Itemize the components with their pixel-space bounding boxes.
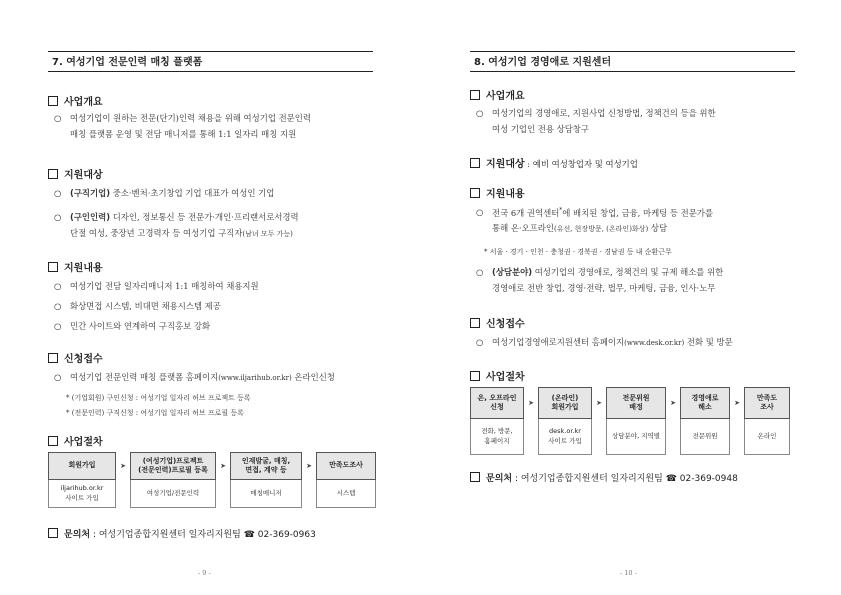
process-step: 만족도조사 시스템 xyxy=(316,452,376,508)
process-step: 회원가입 iljarihub.or.kr 사이트 가입 xyxy=(48,452,116,508)
checkbox-square-icon xyxy=(48,353,58,363)
overview-text: ○ 여성기업의 경영애로, 지원사업 신청방법, 정책건의 등을 위한 여성 기업인 전용 상담창구 xyxy=(476,108,716,134)
content-note: * 서울 · 경기 · 인천 · 충청권 · 경북권 · 경남권 등 내 순환근무 xyxy=(484,248,672,256)
arrow-right-icon: ➤ xyxy=(220,462,226,470)
content-item-2: ○ (상담분야) 여성기업의 경영애로, 정책건의 및 규제 해소를 위한 경영애로 전반 창업, 경영·전략, 법무, 마케팅, 금융, 인사·노무 xyxy=(476,267,724,293)
apply-note-2: * (전문인력) 구직신청 : 여성기업 일자리 허브 프로필 등록 xyxy=(66,409,244,417)
heading-apply: 신청접수 xyxy=(48,350,103,365)
heading-process: 사업절차 xyxy=(470,368,525,383)
process-step: (여성기업)프로젝트 (전문인력)프로필 등록 여성기업/전문인력 xyxy=(130,452,216,508)
process-step: 만족도 조사 온라인 xyxy=(744,387,790,455)
page-right xyxy=(470,0,795,595)
target-item-1: ○ (구직기업) 중소·벤처·초기창업 기업 대표가 여성인 기업 xyxy=(54,188,275,198)
heading-target: 지원대상 xyxy=(48,166,103,181)
phone-icon: ☎ xyxy=(243,530,255,540)
target-item-2: ○ (구인인력) 디자인, 정보통신 등 전문가·개인·프리랜서로서경력 단절 여성, 중장년 고경력자 등 여성기업 구직자(남녀 모두 가능) xyxy=(54,212,299,238)
contact-info: 문의처 : 여성기업종합지원센터 일자리지원팀 ☎ 02-369-0963 xyxy=(48,527,316,540)
process-step: 경영애로 해소 전문위원 xyxy=(680,387,730,455)
page-number: - 9 - xyxy=(198,569,211,577)
heading-overview: 사업개요 xyxy=(470,87,525,102)
content-item: ○ 화상면접 시스템, 비대면 채용시스템 제공 xyxy=(54,301,221,311)
arrow-right-icon: ➤ xyxy=(670,399,676,407)
process-step: 인재발굴, 매칭, 면접, 계약 등 매칭매니저 xyxy=(230,452,302,508)
process-step: 전문위원 배정 상담분야, 지역별 xyxy=(606,387,666,455)
heading-target: 지원대상 : 예비 여성창업자 및 여성기업 xyxy=(470,155,638,170)
content-item: ○ 여성기업 전담 일자리매니저 1:1 매칭하여 채용지원 xyxy=(54,281,259,291)
checkbox-square-icon xyxy=(48,262,58,272)
arrow-right-icon: ➤ xyxy=(120,462,126,470)
content-item: ○ 민간 사이트와 연계하여 구직홍보 강화 xyxy=(54,321,211,331)
checkbox-square-icon xyxy=(470,371,480,381)
process-step: 온, 오프라인 신청 전화, 방문, 홈페이지 xyxy=(470,387,524,455)
checkbox-square-icon xyxy=(470,188,480,198)
heading-process: 사업절차 xyxy=(48,433,103,448)
contact-info: 문의처 : 여성기업종합지원센터 일자리지원팀 ☎ 02-369-0948 xyxy=(470,471,738,484)
arrow-right-icon: ➤ xyxy=(306,462,312,470)
process-step: (온라인) 회원가입 desk.or.kr 사이트 가입 xyxy=(538,387,592,455)
page-number: - 10 - xyxy=(620,569,637,577)
heading-content: 지원내용 xyxy=(470,185,525,200)
checkbox-square-icon xyxy=(48,96,58,106)
overview-text: ○ 여성기업이 원하는 전문(단기)인력 채용을 위해 여성기업 전문인력 매칭 플랫폼 운영 및 전담 매니저를 통해 1:1 일자리 매칭 지원 xyxy=(54,113,311,139)
page-left xyxy=(48,0,373,595)
heading-content: 지원내용 xyxy=(48,259,103,274)
apply-note-1: * (기업회원) 구인신청 : 여성기업 일자리 허브 프로젝트 등록 xyxy=(66,394,251,402)
apply-text: ○ 여성기업 전문인력 매칭 플랫폼 홈페이지(www.iljarihub.or.kr) 온라인신청 xyxy=(54,372,335,382)
checkbox-square-icon xyxy=(470,90,480,100)
arrow-right-icon: ➤ xyxy=(734,399,740,407)
apply-text: ○ 여성기업경영애로지원센터 홈페이지(www.desk.or.kr) 전화 및 방문 xyxy=(476,337,733,347)
content-item-1: ○ 전국 6개 권역센터*에 배치된 창업, 금융, 마케팅 등 전문가를 통해 온·오프라인(유선, 현장방문, (온라인)화상) 상담 xyxy=(476,207,714,234)
heading-overview: 사업개요 xyxy=(48,93,103,108)
checkbox-square-icon xyxy=(48,528,58,538)
checkbox-square-icon xyxy=(470,318,480,328)
arrow-right-icon: ➤ xyxy=(596,399,602,407)
phone-icon: ☎ xyxy=(665,474,677,484)
checkbox-square-icon xyxy=(48,169,58,179)
heading-apply: 신청접수 xyxy=(470,315,525,330)
process-flow xyxy=(48,452,376,508)
checkbox-square-icon xyxy=(48,436,58,446)
checkbox-square-icon xyxy=(470,472,480,482)
section-title: 8. 여성기업 경영애로 지원센터 xyxy=(470,51,795,72)
section-title: 7. 여성기업 전문인력 매칭 플랫폼 xyxy=(48,51,373,72)
process-flow xyxy=(470,387,790,455)
arrow-right-icon: ➤ xyxy=(528,399,534,407)
checkbox-square-icon xyxy=(470,158,480,168)
